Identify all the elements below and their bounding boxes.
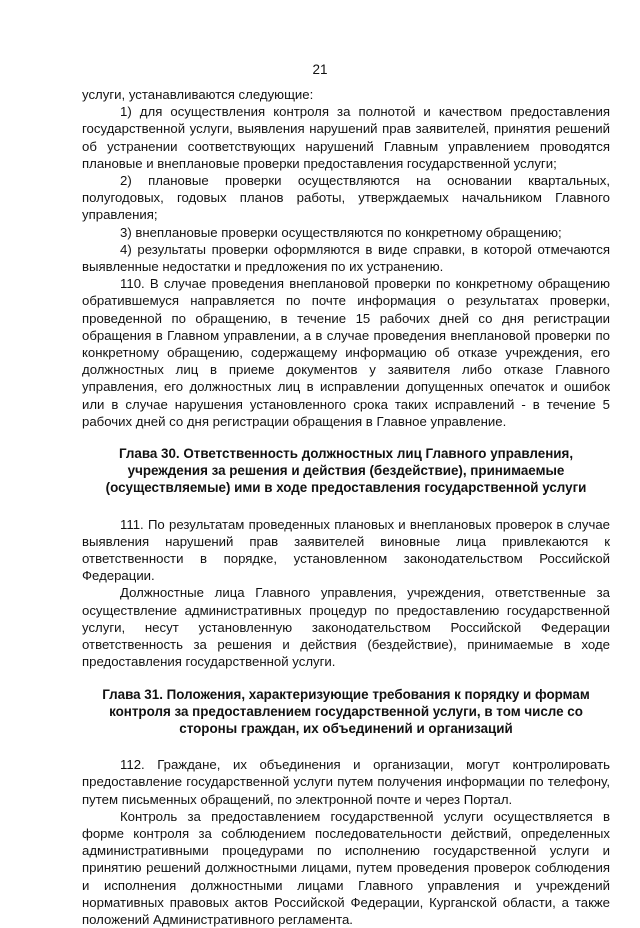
paragraph: Должностные лица Главного управления, учреждения, ответственные за осуществление административных процедур по предоставлению государственной услуги, несут установленную законодательством Российской Федерации ответственность за решения и действия (бездействие), принимаемые в ходе предоставления государственной услуги.: [82, 585, 610, 670]
section-spacer: [82, 737, 610, 756]
section-spacer: [82, 430, 610, 445]
paragraph: 2) плановые проверки осуществляются на основании квартальных, полугодовых, годовых планов работы, утверждаемых начальником Главного управления;: [82, 173, 610, 223]
paragraph: 111. По результатам проведенных плановых и внеплановых проверок в случае выявления нарушений прав заявителей виновные лица привлекаются к ответственности в порядке, установленном законодательством Российской Федерации.: [82, 516, 610, 584]
page-number: 21: [312, 62, 328, 77]
paragraph: 4) результаты проверки оформляются в виде справки, в которой отмечаются выявленные недостатки и предложения по их устранению.: [82, 241, 610, 275]
paragraph: 3) внеплановые проверки осуществляются по конкретному обращению;: [120, 224, 562, 240]
paragraph: услуги, устанавливаются следующие:: [82, 87, 314, 102]
chapter-heading: Глава 31. Положения, характеризующие требования к порядку и формам контроля за предоставлением государственной услуги, в том числе со стороны граждан, их объединений и организаций: [102, 686, 590, 736]
section-spacer: [82, 671, 610, 686]
chapter-heading: Глава 30. Ответственность должностных лиц Главного управления, учреждения за решения и действия (бездействие), принимаемые (осуществляемые) ими в ходе предоставления государственной услуги: [105, 446, 587, 496]
document-body: [82, 86, 610, 928]
paragraph: 112. Граждане, их объединения и организации, могут контролировать предоставление государственной услуги путем получения информации по телефону, путем письменных обращений, по электронной почте и через Портал.: [82, 757, 610, 807]
section-spacer: [82, 497, 610, 516]
paragraph: 110. В случае проведения внеплановой проверки по конкретному обращению обратившемуся направляется по почте информация о результатах проверки, проведенной по обращению, в течение 15 рабочих дней со дня регистрации обращения в Главном управлении, а в случае проведения внеплановой проверки по конкретному обращению, содержащему информацию об отказе учреждения, его должностных лиц в приеме документов у заявителя либо отказе Главного управления, его должностных лиц в исправлении допущенных опечаток и ошибок или в случае нарушения установленного срока таких исправлений - в течение 5 рабочих дней со дня регистрации обращения в Главное управление.: [82, 276, 610, 429]
paragraph: Контроль за предоставлением государственной услуги осуществляется в форме контроля за соблюдением последовательности действий, определенных административными процедурами по исполнению государственной услуги и принятию решений должностными лицами, путем проведения проверок соблюдения и исполнения должностными лицами Главного управления и учреждений нормативных правовых актов Российской Федерации, Курганской области, а также положений Административного регламента.: [82, 808, 610, 927]
paragraph: 1) для осуществления контроля за полнотой и качеством предоставления государственной услуги, выявления нарушений прав заявителей, принятия решений об устранении соответствующих нарушений Главным управлением проводятся плановые и внеплановые проверки предоставления государственной услуги;: [82, 104, 610, 171]
